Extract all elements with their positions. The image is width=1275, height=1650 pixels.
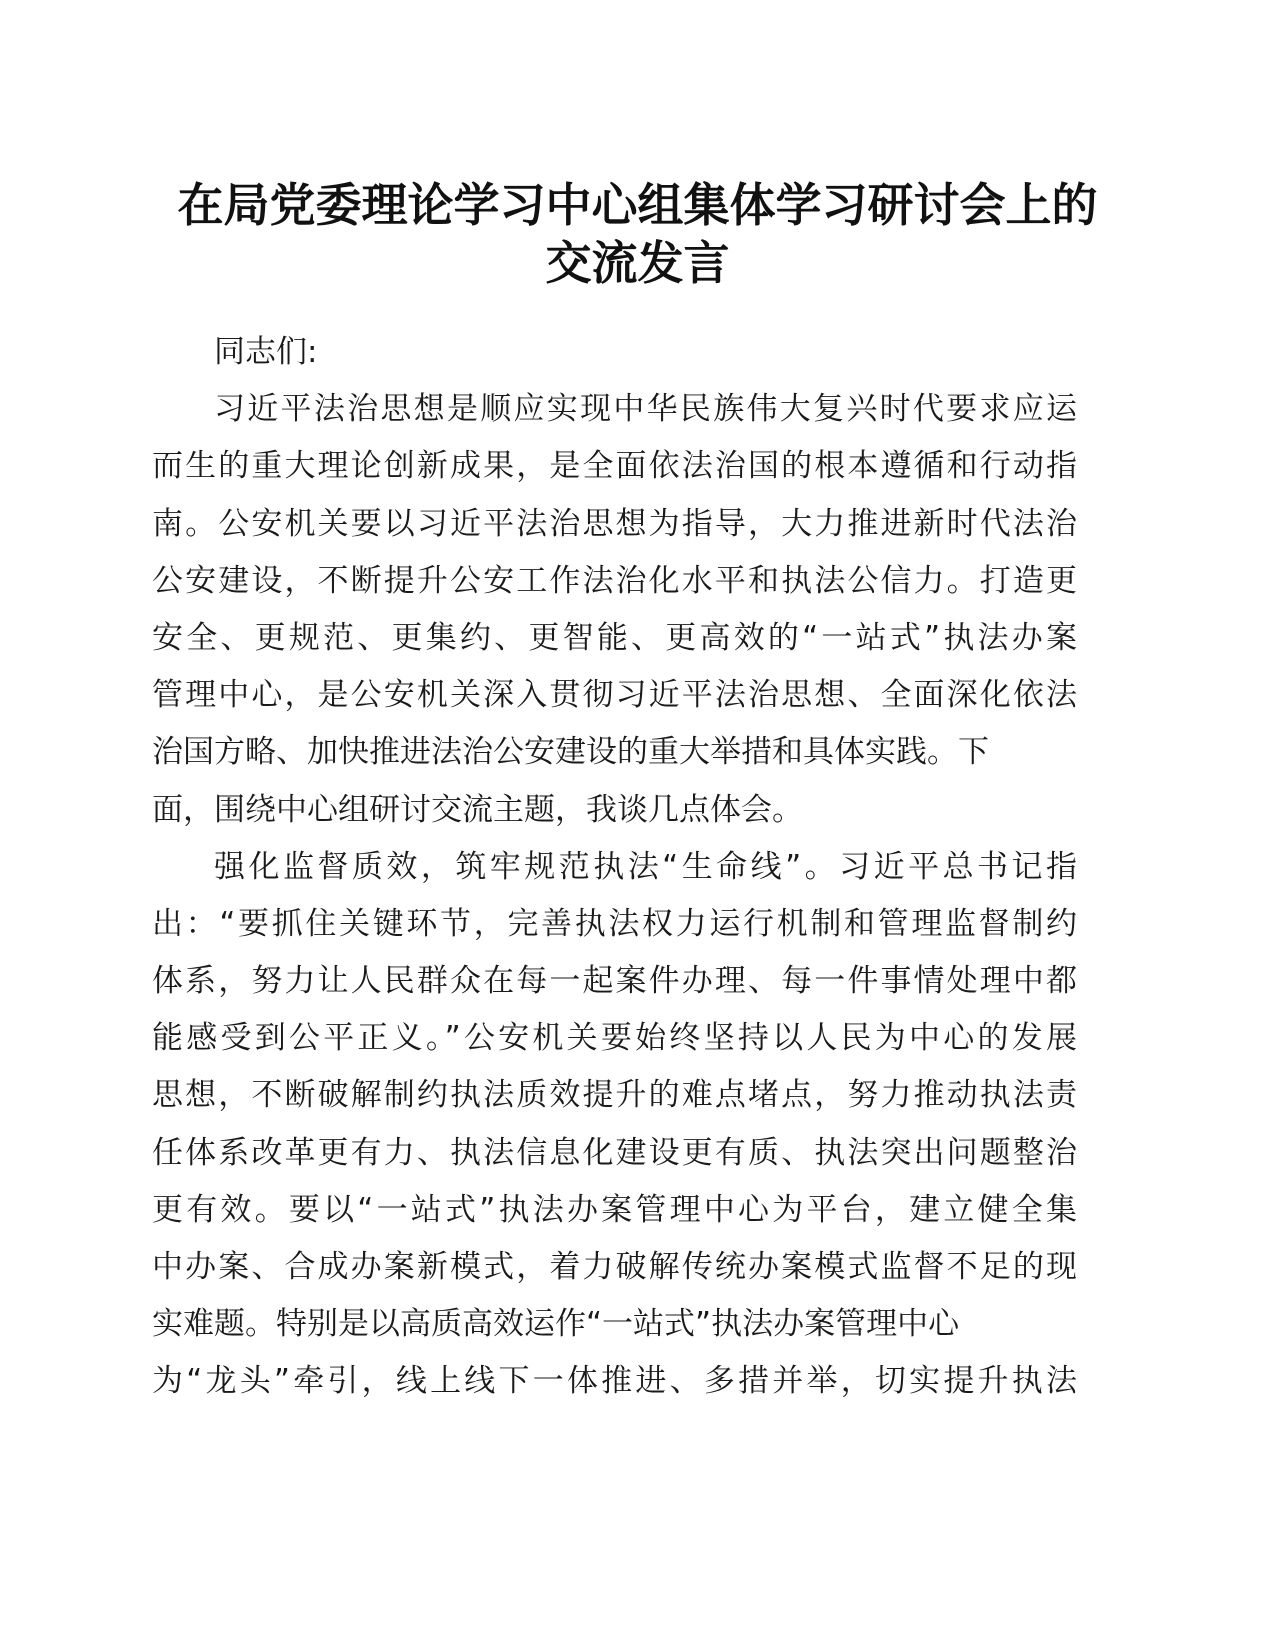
paragraph-line: 思想，不断破解制约执法质效提升的难点堵点，努力推动执法责 bbox=[152, 1077, 1077, 1114]
paragraph-line: 管理中心，是公安机关深入贯彻习近平法治思想、全面深化依法 bbox=[152, 677, 1077, 714]
paragraph-line: 为“龙头”牵引，线上线下一体推进、多措并举，切实提升执法 bbox=[152, 1363, 1077, 1400]
paragraph-line: 中办案、合成办案新模式，着力破解传统办案模式监督不足的现 bbox=[152, 1249, 1077, 1285]
paragraph-line: 能感受到公平正义。”公安机关要始终坚持以人民为中心的发展 bbox=[152, 1020, 1077, 1057]
paragraph-line: 面，围绕中心组研讨交流主题，我谈几点体会。 bbox=[152, 791, 803, 828]
paragraph-line: 习近平法治思想是顺应实现中华民族伟大复兴时代要求应运 bbox=[214, 391, 1077, 428]
salutation: 同志们: bbox=[214, 334, 318, 370]
paragraph-line: 出：“要抓住关键环节，完善执法权力运行机制和管理监督制约 bbox=[152, 905, 1077, 942]
paragraph-line: 而生的重大理论创新成果，是全面依法治国的根本遵循和行动指 bbox=[152, 448, 1077, 485]
paragraph-line: 更有效。要以“一站式”执法办案管理中心为平台，建立健全集 bbox=[152, 1191, 1077, 1228]
paragraph-line: 安全、更规范、更集约、更智能、更高效的“一站式”执法办案 bbox=[152, 619, 1077, 656]
document-body bbox=[152, 324, 1077, 1411]
paragraph-2 bbox=[152, 839, 1077, 1411]
title-line-1: 在局党委理论学习中心组集体学习研讨会上的 bbox=[177, 178, 1098, 232]
paragraph-line: 治国方略、加快推进法治公安建设的重大举措和具体实践。下 bbox=[152, 734, 989, 771]
paragraph-line: 任体系改革更有力、执法信息化建设更有质、执法突出问题整治 bbox=[152, 1134, 1077, 1171]
paragraph-line: 实难题。特别是以高质高效运作“一站式”执法办案管理中心 bbox=[152, 1306, 960, 1343]
document-title bbox=[150, 176, 1125, 292]
paragraph-line: 公安建设，不断提升公安工作法治化水平和执法公信力。打造更 bbox=[152, 562, 1077, 599]
paragraph-line: 南。公安机关要以习近平法治思想为指导，大力推进新时代法治 bbox=[152, 505, 1077, 542]
paragraph-1 bbox=[152, 381, 1077, 839]
paragraph-line: 强化监督质效，筑牢规范执法“生命线”。习近平总书记指 bbox=[214, 848, 1077, 885]
title-line-2: 交流发言 bbox=[545, 236, 730, 290]
paragraph-line: 体系，努力让人民群众在每一起案件办理、每一件事情处理中都 bbox=[152, 963, 1077, 1000]
